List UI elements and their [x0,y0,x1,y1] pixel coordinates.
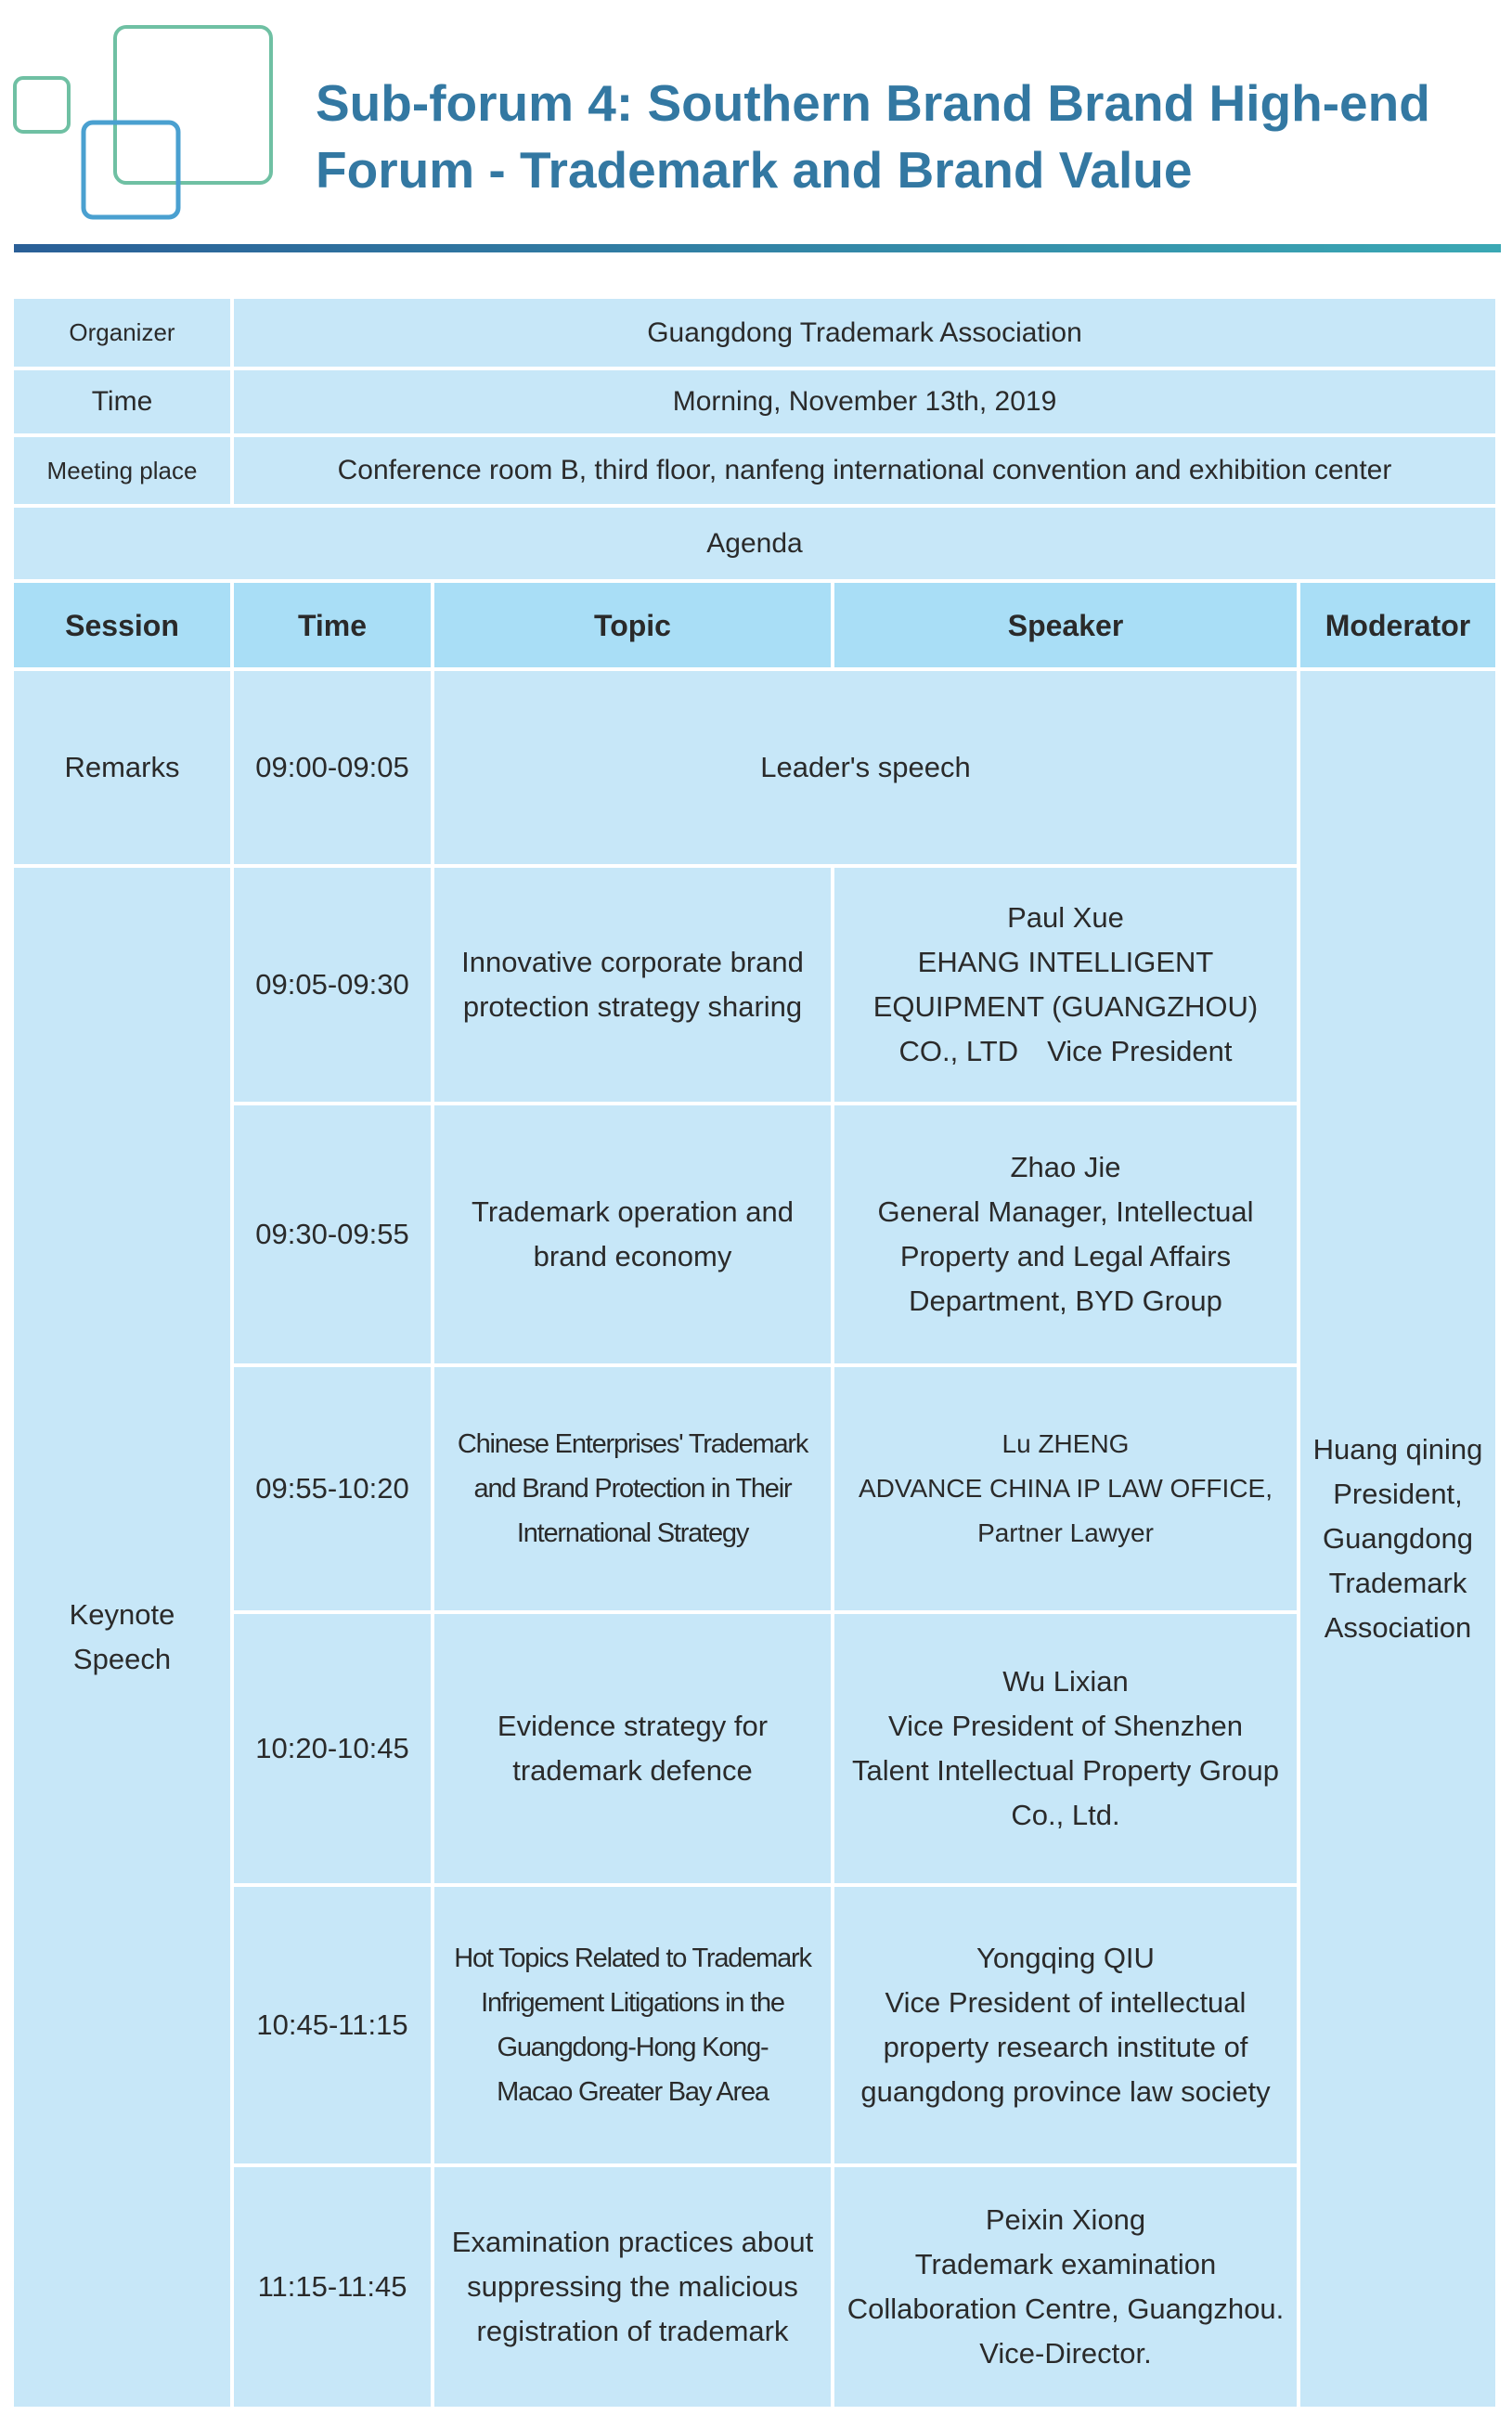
table-row [14,2167,1499,2410]
row-speaker [834,1367,1300,1614]
moderator-line: President, [1333,1478,1463,1510]
speaker-line: ADVANCE CHINA IP LAW OFFICE, [858,1474,1273,1503]
speaker-line: Collaboration Centre, Guangzhou. [846,2292,1285,2325]
topic-line: Infrigement Litigations in the [481,1988,784,2018]
topic-line: suppressing the malicious [467,2270,798,2303]
speaker-line: Co., Ltd. [1011,1799,1120,1831]
row-speaker [834,1105,1300,1367]
row-speaker [834,1887,1300,2167]
place-label: Meeting place [14,437,234,508]
info-row-place [14,437,1499,508]
table-row [14,671,1499,868]
speaker-line: EHANG INTELLIGENT [917,946,1214,978]
moderator-line: Association [1324,1611,1472,1644]
page-title [316,70,1512,203]
speaker-line: Yongqing QIU [976,1942,1155,1974]
header-speaker: Speaker [834,583,1300,671]
speaker-line: Wu Lixian [1002,1665,1129,1698]
row-topic [434,1887,834,2167]
row-topic [434,2167,834,2410]
header-moderator: Moderator [1300,583,1499,671]
organizer-label: Organizer [14,299,234,370]
time-value: Morning, November 13th, 2019 [234,370,1499,437]
header-time: Time [234,583,434,671]
topic-line: brand economy [533,1240,732,1272]
speaker-line: Vice President of intellectual [885,1986,1247,2019]
keynote-line: Speech [72,1643,172,1675]
row-time: 10:45-11:15 [234,1887,434,2167]
speaker-line: Peixin Xiong [985,2203,1146,2236]
header-session: Session [14,583,234,671]
keynote-session [14,868,234,2410]
speaker-line: Vice-Director. [979,2337,1152,2370]
topic-line: Innovative corporate brand [461,946,804,978]
place-value: Conference room B, third floor, nanfeng international convention and exhibition center [234,437,1499,508]
row-time: 11:15-11:45 [234,2167,434,2410]
row-time: 09:05-09:30 [234,868,434,1105]
speaker-line: property research institute of [883,2031,1248,2063]
time-label: Time [14,370,234,437]
row-speaker [834,868,1300,1105]
speaker-line: Lu ZHENG [1002,1429,1130,1458]
moderator-line: Trademark [1328,1567,1467,1599]
table-row [14,1887,1499,2167]
info-table [14,299,1499,583]
table-row [14,868,1499,1105]
title-line-1: Sub-forum 4: Southern Brand Brand High-end [316,74,1430,132]
row-topic [434,1367,834,1614]
moderator-line: Huang qining [1312,1433,1483,1466]
info-row-agenda [14,508,1499,583]
row-topic [434,1614,834,1887]
topic-line: trademark defence [512,1754,753,1787]
keynote-line: Keynote [69,1598,175,1631]
info-row-time [14,370,1499,437]
speaker-line: Department, BYD Group [909,1285,1222,1317]
topic-line: registration of trademark [476,2315,789,2347]
row-speaker [834,1614,1300,1887]
row-topic [434,1105,834,1367]
table-row [14,1367,1499,1614]
topic-line: Trademark operation and [472,1195,794,1228]
speaker-line: EQUIPMENT (GUANGZHOU) [872,990,1259,1023]
info-row-organizer [14,299,1499,370]
speaker-line: Vice President of Shenzhen [887,1710,1244,1742]
speaker-line: Paul Xue [1007,901,1124,934]
topic-line: Examination practices about [451,2226,814,2258]
topic-line: Hot Topics Related to Trademark [454,1944,811,1973]
topic-line: Guangdong-Hong Kong- [497,2033,769,2062]
row-topic [434,868,834,1105]
row-time: 10:20-10:45 [234,1614,434,1887]
row-time: 09:30-09:55 [234,1105,434,1367]
agenda-label: Agenda [14,508,1499,583]
moderator-line: Guangdong [1322,1522,1474,1555]
speaker-line: General Manager, Intellectual [877,1195,1254,1228]
row-speaker [834,2167,1300,2410]
logo-squares-icon [0,0,297,232]
speaker-line: CO., LTD Vice President [898,1035,1233,1067]
agenda-table [14,583,1499,2410]
speaker-line: Property and Legal Affairs [899,1240,1232,1272]
agenda-header-row [14,583,1499,671]
speaker-line: Trademark examination [914,2248,1217,2280]
header-topic: Topic [434,583,834,671]
topic-line: and Brand Protection in Their [473,1474,792,1504]
moderator-cell [1300,671,1499,2410]
speaker-line: Zhao Jie [1010,1151,1121,1183]
speaker-line: Partner Lawyer [977,1518,1154,1547]
organizer-value: Guangdong Trademark Association [234,299,1499,370]
topic-line: Macao Greater Bay Area [497,2077,769,2107]
topic-line: International Strategy [516,1518,749,1548]
remarks-topic: Leader's speech [434,671,1300,868]
table-row [14,1614,1499,1887]
speaker-line: Talent Intellectual Property Group [851,1754,1280,1787]
topic-line: Chinese Enterprises' Trademark [457,1429,808,1459]
speaker-line: guangdong province law society [860,2075,1271,2108]
title-line-2: Forum - Trademark and Brand Value [316,141,1193,199]
page-header [0,0,1512,260]
table-row [14,1105,1499,1367]
topic-line: protection strategy sharing [462,990,803,1023]
remarks-session: Remarks [14,671,234,868]
header-divider [14,244,1501,252]
topic-line: Evidence strategy for [497,1710,769,1742]
row-time: 09:55-10:20 [234,1367,434,1614]
remarks-time: 09:00-09:05 [234,671,434,868]
